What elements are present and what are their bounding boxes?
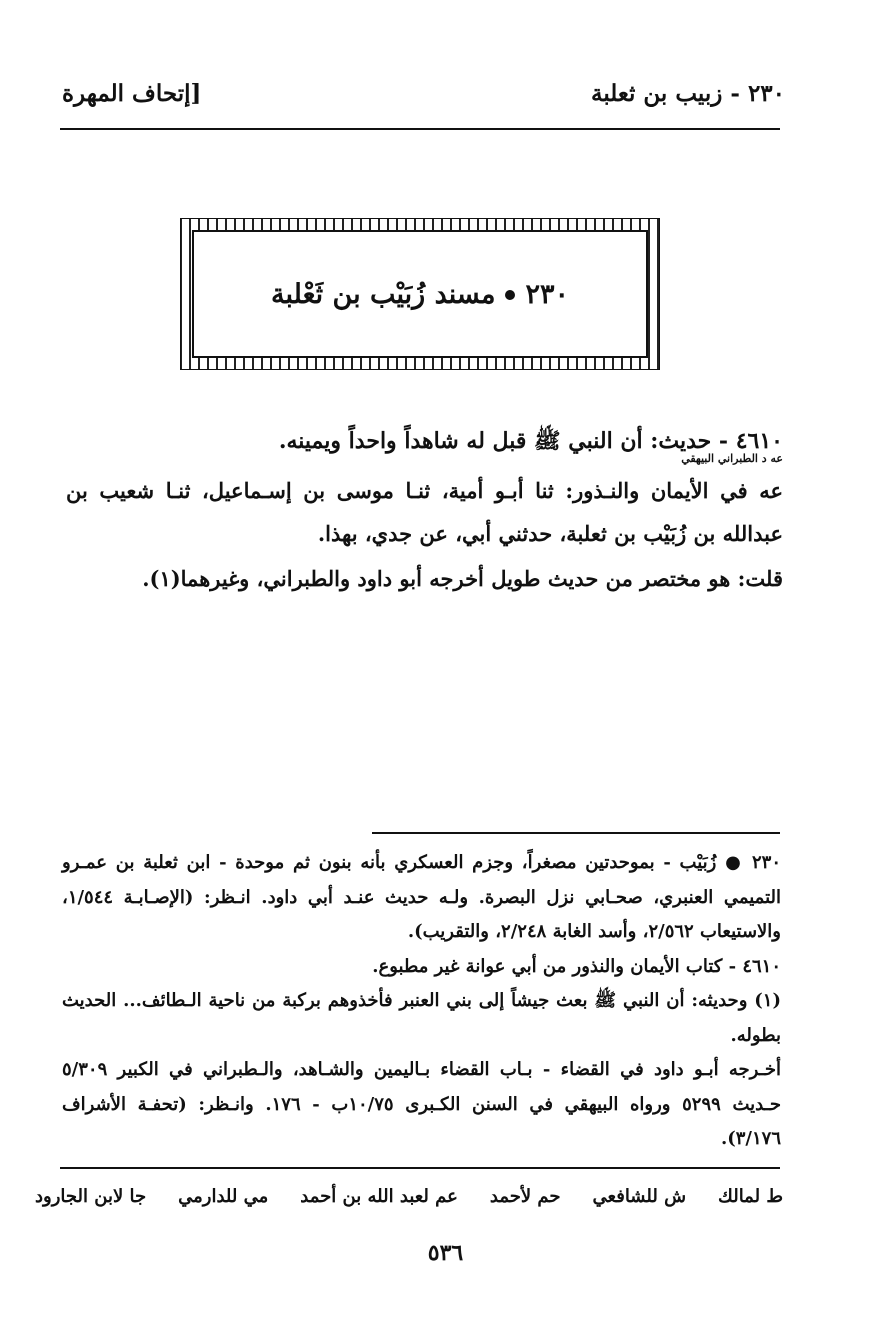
hadith-isnad: عه في الأيمان والنـذور: ثنا أبـو أمية، ثنـا موسى بن إسـماعيل، ثنـا شعيب بن عبدالله بن زُبَيْب بن ثعلبة، حدثني أبي، عن جدي، بهذا. (66, 478, 783, 546)
abbr-item: ط لمالك (718, 1186, 783, 1207)
abbr-item: عم لعبد الله بن أحمد (300, 1186, 458, 1207)
margin-note: عه د الطبراني البيهقي (681, 452, 783, 465)
footnote-rule (372, 832, 780, 834)
title-frame-inner (192, 230, 648, 358)
hadith-body (66, 420, 783, 600)
abbr-item: حم لأحمد (489, 1186, 561, 1207)
hadith-heading: ٤٦١٠ - حديث: أن النبي ﷺ قبل له شاهداً واحداً ويمينه. (278, 428, 783, 454)
footnotes (62, 846, 781, 1157)
abbr-item: ش للشافعي (592, 1186, 687, 1207)
running-header-book: [إتحاف المهرة (62, 80, 202, 107)
footnote-narrator: ٢٣٠ ● زُبَيْب - بموحدتين مصغراً، وجزم العسكري بأنه بنون ثم موحدة - ابن ثعلبة بن عمـرو التميمي العنبري، صحـابي نزل البصرة. ولـه حديث عنـد أبي داود. انـظر: (الإصـابـة ١/٥٤٤، والاستيعاب ٢/٥٦٢، وأسد الغابة ٢/٢٤٨، والتقريب). (62, 852, 781, 942)
header-rule (60, 128, 780, 130)
hadith-comment: قلت: هو مختصر من حديث طويل أخرجه أبو داود والطبراني، وغيرهما(١). (142, 566, 783, 591)
section-name: مسند زُبَيْب بن ثَعْلبة (271, 278, 496, 310)
footnote-1: (١) وحديثه: أن النبي ﷺ بعث جيشاً إلى بني العنبر فأخذوهم بركبة من ناحية الـطائف... الحديث بطوله. (62, 990, 781, 1046)
abbreviations-legend (35, 1186, 783, 1207)
running-header-title: ٢٣٠ - زبيب بن ثعلبة (591, 80, 785, 107)
section-title (271, 279, 569, 310)
page-number: ٥٣٦ (427, 1240, 464, 1266)
abbr-item: مي للدارمي (178, 1186, 269, 1207)
abbr-item: جا لابن الجارود (35, 1186, 147, 1207)
abbreviations-rule (60, 1167, 780, 1169)
footnote-book: ٤٦١٠ - كتاب الأيمان والنذور من أبي عوانة غير مطبوع. (372, 955, 781, 977)
ornamental-title-frame (180, 218, 660, 370)
bullet-icon (505, 290, 515, 300)
section-number: ٢٣٠ (525, 278, 569, 310)
footnote-takhrij: أخـرجه أبـو داود في القضاء - بـاب القضاء بـاليمين والشـاهد، والـطبراني في الكبير ٥/٣٠٩ حـديث ٥٢٩٩ ورواه البيهقي في السنن الكـبرى ١٠/٧٥ب - ١٧٦. وانـظر: (تحفـة الأشراف ٣/١٧٦). (62, 1059, 781, 1149)
